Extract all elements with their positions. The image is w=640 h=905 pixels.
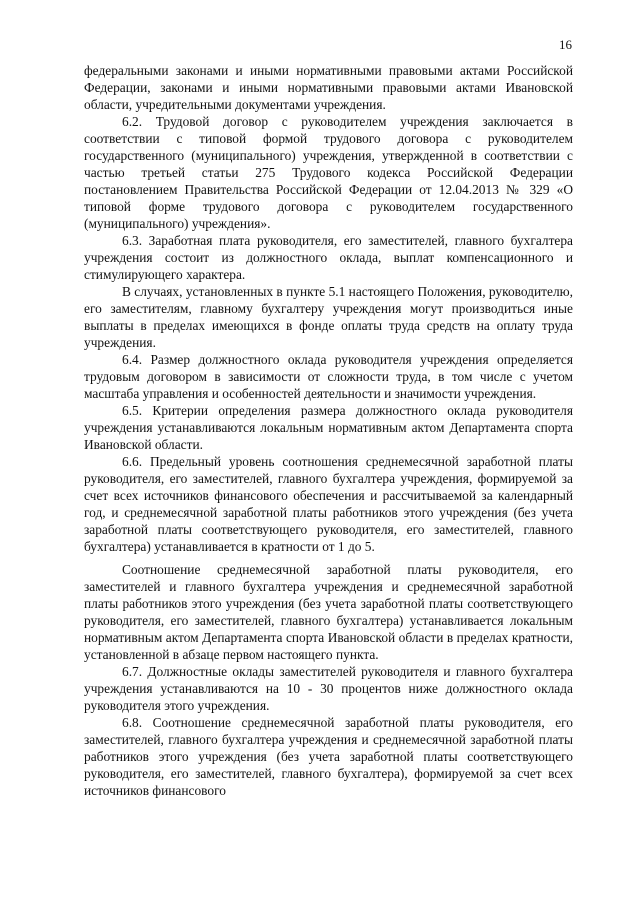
paragraph-6-4: 6.4. Размер должностного оклада руководителя учреждения определяется трудовым договором в зависимости от сложности труда, в том числе с учетом масштаба управления и особенностей деятельности и значимости учреждения. [84,352,573,401]
paragraph-6-3-exceptions: В случаях, установленных в пункте 5.1 настоящего Положения, руководителю, его заместителям, главному бухгалтеру учреждения могут производиться иные выплаты в пределах имеющихся в фонде оплаты труда средств на оплату труда учреждения. [84,284,573,350]
paragraph-6-2: 6.2. Трудовой договор с руководителем учреждения заключается в соответствии с типовой формой трудового договора с руководителем государственного (муниципального) учреждения, утвержденной в соответствии с частью третьей статьи 275 Трудового кодекса Российской Федерации постановлением Правительства Российской Федерации от 12.04.2013 № 329 «О типовой форме трудового договора с руководителем государственного (муниципального) учреждения». [84,114,573,231]
paragraph-6-7: 6.7. Должностные оклады заместителей руководителя и главного бухгалтера учреждения устанавливаются на 10 - 30 процентов ниже должностного оклада руководителя этого учреждения. [84,664,573,713]
paragraph-intro-continuation: федеральными законами и иными нормативными правовыми актами Российской Федерации, законами и иными нормативными правовыми актами Ивановской области, учредительными документами учреждения. [84,63,573,112]
paragraph-6-5: 6.5. Критерии определения размера должностного оклада руководителя учреждения устанавливаются локальным нормативным актом Департамента спорта Ивановской области. [84,403,573,452]
document-body [84,62,573,799]
paragraph-6-8: 6.8. Соотношение среднемесячной заработной платы руководителя, его заместителей, главного бухгалтера учреждения и среднемесячной заработной платы работников этого учреждения (без учета заработной платы соответствующего руководителя, его заместителей, главного бухгалтера), формируемой за счет всех источников финансового [84,715,573,798]
paragraph-6-6: 6.6. Предельный уровень соотношения среднемесячной заработной платы руководителя, его заместителей, главного бухгалтера учреждения, формируемой за счет всех источников финансового обеспечения и рассчитываемой за календарный год, и среднемесячной заработной платы работников этого учреждения (без учета заработной платы соответствующего руководителя, его заместителей, главного бухгалтера) устанавливается в кратности от 1 до 5. [84,454,573,554]
page-number: 16 [559,37,572,52]
paragraph-6-6-ratio: Соотношение среднемесячной заработной платы руководителя, его заместителей и главного бухгалтера учреждения и среднемесячной заработной платы работников этого учреждения (без учета заработной платы соответствующего руководителя, его заместителей, главного бухгалтера) устанавливается локальным нормативным актом Департамента спорта Ивановской области в пределах кратности, установленной в абзаце первом настоящего пункта. [84,562,573,662]
paragraph-6-3: 6.3. Заработная плата руководителя, его заместителей, главного бухгалтера учреждения состоит из должностного оклада, выплат компенсационного и стимулирующего характера. [84,233,573,282]
